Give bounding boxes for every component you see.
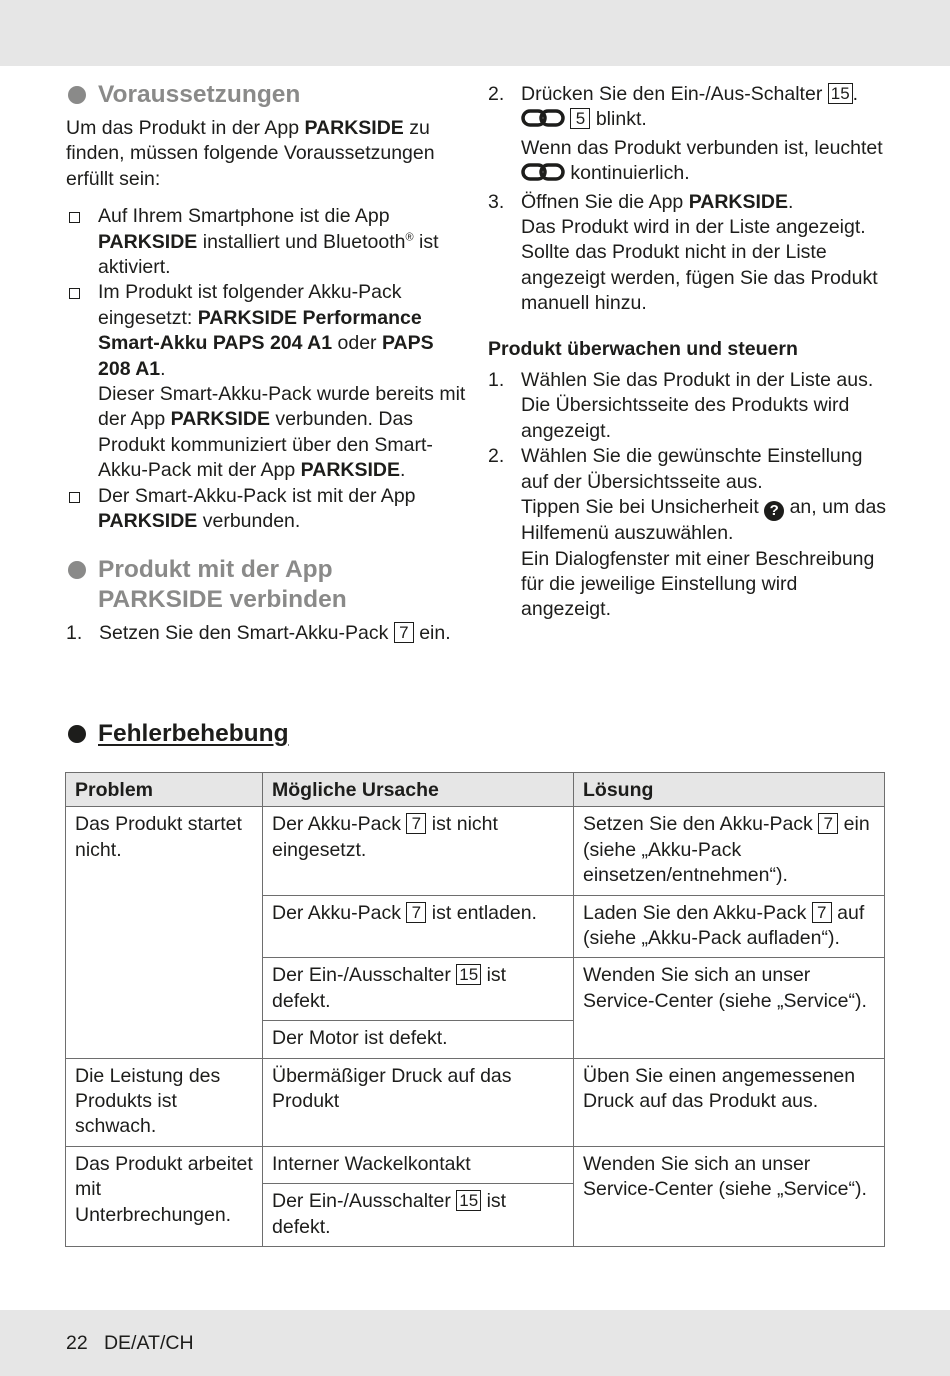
- bullet-icon: [68, 561, 86, 579]
- monitor-steps-list: [488, 368, 888, 623]
- checkbox-icon: [69, 288, 80, 299]
- column-header-loesung: Lösung: [574, 773, 885, 807]
- heading-fehlerbehebung: Fehlerbehebung: [66, 719, 289, 749]
- reference-number: 15: [828, 83, 853, 104]
- requirement-item: Im Produkt ist folgender Akku-Pack eingesetzt: PARKSIDE Performance Smart-Akku PAPS 204 A1 oder PAPS 208 A1. Dieser Smart-Akku-Pack wurde bereits mit der App PARKSIDE verbunden. Das Produkt kommuniziert über den Smart-Akku-Pack mit der App PARKSIDE.: [66, 280, 466, 483]
- reference-number: 7: [406, 902, 426, 923]
- checkbox-icon: [69, 492, 80, 503]
- requirement-item: Auf Ihrem Smartphone ist die App PARKSIDE installiert und Bluetooth® ist aktiviert.: [66, 204, 466, 280]
- reference-number: 15: [456, 964, 481, 985]
- table-row: [66, 1146, 885, 1183]
- problem-cell: Das Produkt arbeitet mit Unterbrechungen.: [66, 1146, 263, 1246]
- cause-cell: Der Ein-/Ausschalter 15 ist defekt.: [263, 1184, 574, 1247]
- step-item: 3. Öffnen Sie die App PARKSIDE. Das Produkt wird in der Liste angezeigt. Sollte das Produkt nicht in der Liste angezeigt werden, fügen Sie das Produkt manuell hinzu.: [488, 190, 878, 315]
- troubleshooting-table: [65, 772, 885, 1247]
- left-column: [66, 80, 466, 646]
- cause-cell: Der Akku-Pack 7 ist entladen.: [263, 895, 574, 958]
- reference-number: 7: [394, 622, 414, 643]
- heading-text: Voraussetzungen: [98, 81, 301, 108]
- problem-cell: Das Produkt startet nicht.: [66, 807, 263, 1058]
- column-header-ursache: Mögliche Ursache: [263, 773, 574, 807]
- page-footer: [66, 1331, 194, 1356]
- connect-steps-list-continued: [488, 82, 888, 317]
- step-item: 2. Drücken Sie den Ein-/Aus-Schalter 15 . 5 blinkt. Wenn das Produkt verbunden ist, leuchtet kontinuierlich.: [488, 82, 888, 190]
- reference-number: 7: [406, 813, 426, 834]
- solution-cell: Üben Sie einen angemessenen Druck auf das Produkt aus.: [574, 1058, 885, 1146]
- checkbox-icon: [69, 212, 80, 223]
- heading-voraussetzungen: [66, 80, 466, 110]
- subheading-ueberwachen: Produkt überwachen und steuern: [488, 337, 798, 360]
- bullet-icon: [68, 86, 86, 104]
- solution-cell: Wenden Sie sich an unser Service-Center (siehe „Service“).: [574, 1146, 885, 1246]
- reference-number: 7: [812, 902, 832, 923]
- intro-paragraph: Um das Produkt in der App PARKSIDE zu finden, müssen folgende Voraussetzungen erfüllt sein:: [66, 117, 435, 190]
- region-label: DE/AT/CH: [103, 1332, 194, 1354]
- connect-steps-list: [66, 621, 466, 646]
- solution-cell: Wenden Sie sich an unser Service-Center (siehe „Service“).: [574, 958, 885, 1058]
- reference-number: 7: [818, 813, 838, 834]
- step-item: 1. Wählen Sie das Produkt in der Liste aus. Die Übersichtsseite des Produkts wird angezeigt.: [488, 369, 874, 442]
- table-row: [66, 1058, 885, 1146]
- table-header-row: [66, 773, 885, 807]
- cause-cell: Übermäßiger Druck auf das Produkt: [263, 1058, 574, 1146]
- cause-cell: Der Motor ist defekt.: [263, 1021, 574, 1058]
- cause-cell: Interner Wackelkontakt: [263, 1146, 574, 1183]
- bluetooth-link-icon: [521, 162, 565, 189]
- header-band: [0, 0, 950, 66]
- heading-app-verbinden: Produkt mit der App PARKSIDE verbinden: [66, 555, 466, 615]
- cause-cell: Der Ein-/Ausschalter 15 ist defekt.: [263, 958, 574, 1021]
- bluetooth-link-icon: [521, 108, 565, 135]
- column-header-problem: Problem: [66, 773, 263, 807]
- reference-number: 5: [570, 108, 590, 129]
- bullet-icon: [68, 725, 86, 743]
- table-row: [66, 807, 885, 895]
- reference-number: 15: [456, 1190, 481, 1211]
- step-item: 1. Setzen Sie den Smart-Akku-Pack 7 ein.: [66, 621, 451, 644]
- solution-cell: Setzen Sie den Akku-Pack 7 ein (siehe „Akku-Pack einsetzen/entnehmen“).: [574, 807, 885, 895]
- requirement-item: Der Smart-Akku-Pack ist mit der App PARKSIDE verbunden.: [66, 484, 466, 535]
- cause-cell: Der Akku-Pack 7 ist nicht eingesetzt.: [263, 807, 574, 895]
- right-column: [488, 82, 888, 623]
- step-item: 2. Wählen Sie die gewünschte Einstellung auf der Übersichtsseite aus. Tippen Sie bei Unsicherheit ? an, um das Hilfemenü auszuwählen. Ein Dialogfenster mit einer Beschreibung für die jeweilige Einstellung wird angezeigt.: [488, 445, 887, 621]
- problem-cell: Die Leistung des Produkts ist schwach.: [66, 1058, 263, 1146]
- requirements-list: [66, 204, 466, 534]
- solution-cell: Laden Sie den Akku-Pack 7 auf (siehe „Akku-Pack aufladen“).: [574, 895, 885, 958]
- page-number: 22: [66, 1332, 88, 1354]
- help-icon: ?: [764, 501, 784, 521]
